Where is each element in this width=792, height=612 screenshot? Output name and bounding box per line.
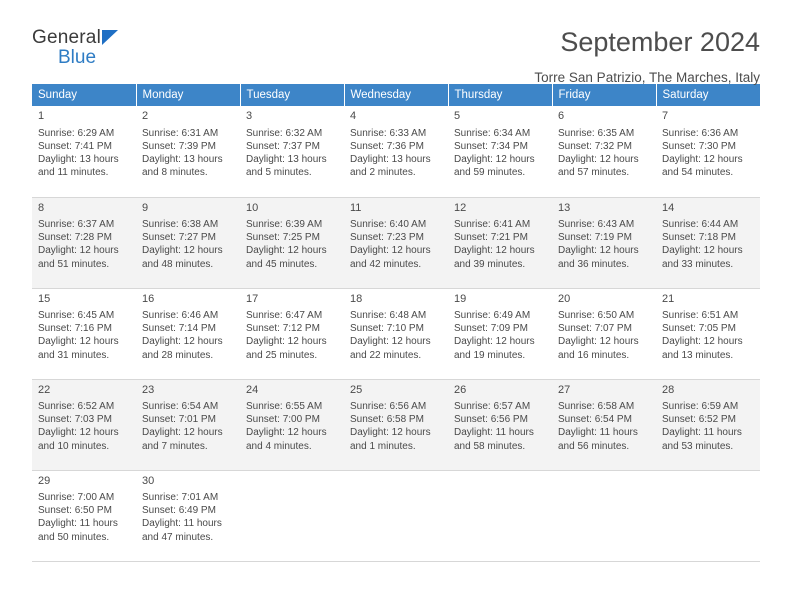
sunrise-text: Sunrise: 6:29 AM [38,127,115,139]
calendar-day-cell[interactable] [32,288,136,379]
day-number: 2 [142,110,149,122]
sunset-text: Sunset: 7:41 PM [38,140,112,152]
calendar-day-cell[interactable] [552,379,656,470]
day-number: 6 [558,110,565,122]
daylight-text: Daylight: 12 hours [38,245,119,257]
calendar-day-cell[interactable] [344,288,448,379]
sunrise-text: Sunrise: 6:59 AM [662,401,739,413]
sunrise-text: Sunrise: 7:01 AM [142,492,219,504]
sunset-text: Sunset: 7:10 PM [350,323,424,335]
daylight-text: Daylight: 12 hours [142,336,223,348]
daylight-text: Daylight: 12 hours [142,427,223,439]
sunset-text: Sunset: 7:37 PM [246,140,320,152]
calendar-day-cell[interactable] [240,197,344,288]
sunset-text: Sunset: 7:18 PM [662,232,736,244]
daylight-text: and 42 minutes. [350,258,422,270]
sunrise-text: Sunrise: 6:34 AM [454,127,531,139]
sunrise-text: Sunrise: 6:57 AM [454,401,531,413]
sunrise-text: Sunrise: 6:40 AM [350,219,427,231]
daylight-text: Daylight: 11 hours [454,427,534,439]
sunrise-text: Sunrise: 6:51 AM [662,310,739,322]
day-number: 23 [142,383,155,396]
daylight-text: and 39 minutes. [454,258,526,270]
daylight-text: Daylight: 12 hours [246,245,327,257]
calendar-table [32,84,760,562]
sunrise-text: Sunrise: 6:43 AM [558,219,635,231]
sunset-text: Sunset: 7:12 PM [246,323,320,335]
daylight-text: Daylight: 11 hours [142,518,222,530]
daylight-text: Daylight: 12 hours [246,336,327,348]
title-block [534,28,760,85]
daylight-text: and 33 minutes. [662,258,734,270]
calendar-day-cell[interactable] [32,379,136,470]
daylight-text: Daylight: 11 hours [662,427,742,439]
sunrise-text: Sunrise: 6:55 AM [246,401,323,413]
daylight-text: and 47 minutes. [142,531,214,543]
sunrise-text: Sunrise: 6:54 AM [142,401,219,413]
daylight-text: Daylight: 12 hours [558,336,639,348]
daylight-text: Daylight: 12 hours [662,336,743,348]
sunset-text: Sunset: 7:28 PM [38,232,112,244]
daylight-text: and 2 minutes. [350,167,416,179]
sunset-text: Sunset: 7:01 PM [142,414,216,426]
calendar-header-row [32,84,760,106]
daylight-text: Daylight: 12 hours [142,245,223,257]
day-number: 14 [662,201,675,214]
day-number: 28 [662,383,675,396]
sunrise-text: Sunrise: 6:58 AM [558,401,635,413]
day-number: 27 [558,383,571,396]
calendar-body [32,106,760,561]
page-title: September 2024 [560,27,760,57]
calendar-day-cell[interactable] [448,379,552,470]
day-number: 3 [246,110,253,122]
logo-text-general: General [32,27,101,48]
calendar-day-cell[interactable] [656,197,760,288]
sunrise-text: Sunrise: 7:00 AM [38,492,115,504]
daylight-text: and 59 minutes. [454,167,526,179]
daylight-text: and 36 minutes. [558,258,630,270]
daylight-text: and 25 minutes. [246,349,318,361]
sunset-text: Sunset: 7:25 PM [246,232,320,244]
calendar-day-cell[interactable] [240,379,344,470]
day-number: 11 [350,201,362,214]
sunset-text: Sunset: 7:27 PM [142,232,216,244]
sunset-text: Sunset: 7:00 PM [246,414,320,426]
daylight-text: and 48 minutes. [142,258,214,270]
calendar-day-cell[interactable] [552,288,656,379]
daylight-text: Daylight: 12 hours [38,336,119,348]
sunset-text: Sunset: 6:54 PM [558,414,632,426]
sunrise-text: Sunrise: 6:56 AM [350,401,427,413]
calendar-cell-empty [656,470,760,561]
daylight-text: and 58 minutes. [454,440,526,452]
weekday-header-monday: Monday [136,84,240,106]
calendar-day-cell[interactable] [552,197,656,288]
sunset-text: Sunset: 6:56 PM [454,414,528,426]
page-header [32,0,760,85]
sunset-text: Sunset: 7:34 PM [454,140,528,152]
day-number: 1 [38,110,45,122]
calendar-day-cell[interactable] [552,106,656,197]
sunset-text: Sunset: 7:16 PM [38,323,112,335]
sunrise-text: Sunrise: 6:49 AM [454,310,531,322]
day-number: 21 [662,292,675,305]
daylight-text: and 1 minutes. [350,440,416,452]
daylight-text: Daylight: 12 hours [558,245,639,257]
calendar-day-cell[interactable] [136,379,240,470]
logo-text-blue: Blue [58,47,97,68]
day-number: 4 [350,110,357,122]
day-number: 30 [142,474,155,487]
weekday-header-thursday: Thursday [448,84,552,106]
calendar-day-cell[interactable] [136,106,240,197]
calendar-week-row [32,197,760,288]
daylight-text: Daylight: 13 hours [246,153,327,165]
daylight-text: and 31 minutes. [38,349,110,361]
weekday-header-friday: Friday [552,84,656,106]
sunset-text: Sunset: 7:39 PM [142,140,216,152]
sunrise-text: Sunrise: 6:47 AM [246,310,323,322]
daylight-text: Daylight: 11 hours [558,427,638,439]
logo [32,28,118,67]
daylight-text: and 19 minutes. [454,349,526,361]
day-number: 25 [350,383,363,396]
calendar-cell-empty [448,470,552,561]
daylight-text: and 57 minutes. [558,167,630,179]
calendar-day-cell[interactable] [32,197,136,288]
day-number: 15 [38,292,51,305]
daylight-text: and 45 minutes. [246,258,318,270]
day-number: 20 [558,292,571,305]
page-subtitle: Torre San Patrizio, The Marches, Italy [534,69,760,85]
calendar-week-row [32,106,760,197]
sunrise-text: Sunrise: 6:35 AM [558,127,635,139]
sunrise-text: Sunrise: 6:31 AM [142,127,219,139]
calendar-cell-empty [552,470,656,561]
daylight-text: Daylight: 12 hours [662,153,743,165]
calendar-week-row [32,379,760,470]
calendar-day-cell[interactable] [656,379,760,470]
daylight-text: Daylight: 12 hours [454,153,535,165]
daylight-text: and 16 minutes. [558,349,630,361]
sunset-text: Sunset: 7:03 PM [38,414,112,426]
flag-icon [102,30,118,45]
calendar-cell-empty [240,470,344,561]
calendar-day-cell[interactable] [32,470,136,561]
daylight-text: Daylight: 12 hours [246,427,327,439]
sunset-text: Sunset: 7:09 PM [454,323,528,335]
day-number: 7 [662,110,669,122]
daylight-text: Daylight: 11 hours [38,518,118,530]
sunset-text: Sunset: 6:50 PM [38,505,112,517]
day-number: 13 [558,201,571,214]
calendar-day-cell[interactable] [448,288,552,379]
calendar-day-cell[interactable] [240,106,344,197]
sunrise-text: Sunrise: 6:46 AM [142,310,219,322]
daylight-text: Daylight: 12 hours [558,153,639,165]
calendar-day-cell[interactable] [240,288,344,379]
day-number: 17 [246,292,259,305]
sunrise-text: Sunrise: 6:38 AM [142,219,219,231]
calendar-cell-empty [344,470,448,561]
day-number: 26 [454,383,467,396]
day-number: 22 [38,383,51,396]
sunset-text: Sunset: 7:05 PM [662,323,736,335]
daylight-text: Daylight: 12 hours [350,245,431,257]
daylight-text: Daylight: 12 hours [662,245,743,257]
sunrise-text: Sunrise: 6:50 AM [558,310,635,322]
day-number: 16 [142,292,155,305]
sunrise-text: Sunrise: 6:52 AM [38,401,115,413]
calendar-day-cell[interactable] [656,106,760,197]
calendar-day-cell[interactable] [136,470,240,561]
day-number: 18 [350,292,363,305]
daylight-text: Daylight: 13 hours [350,153,431,165]
weekday-header-saturday: Saturday [656,84,760,106]
sunset-text: Sunset: 7:30 PM [662,140,736,152]
calendar-day-cell[interactable] [32,106,136,197]
calendar-day-cell[interactable] [448,106,552,197]
sunrise-text: Sunrise: 6:32 AM [246,127,323,139]
daylight-text: Daylight: 12 hours [350,336,431,348]
daylight-text: Daylight: 12 hours [454,245,535,257]
daylight-text: and 50 minutes. [38,531,110,543]
calendar-day-cell[interactable] [136,197,240,288]
daylight-text: and 51 minutes. [38,258,110,270]
calendar-week-row [32,288,760,379]
calendar-day-cell[interactable] [448,197,552,288]
daylight-text: and 4 minutes. [246,440,312,452]
daylight-text: and 54 minutes. [662,167,734,179]
day-number: 5 [454,110,461,122]
daylight-text: and 53 minutes. [662,440,734,452]
daylight-text: and 10 minutes. [38,440,110,452]
sunset-text: Sunset: 7:23 PM [350,232,424,244]
sunset-text: Sunset: 7:32 PM [558,140,632,152]
sunrise-text: Sunrise: 6:39 AM [246,219,323,231]
sunrise-text: Sunrise: 6:45 AM [38,310,115,322]
sunrise-text: Sunrise: 6:44 AM [662,219,739,231]
sunrise-text: Sunrise: 6:36 AM [662,127,739,139]
daylight-text: and 7 minutes. [142,440,208,452]
sunrise-text: Sunrise: 6:41 AM [454,219,531,231]
day-number: 8 [38,201,45,214]
daylight-text: and 11 minutes. [38,167,109,179]
sunrise-text: Sunrise: 6:48 AM [350,310,427,322]
calendar-day-cell[interactable] [656,288,760,379]
daylight-text: Daylight: 13 hours [38,153,119,165]
sunset-text: Sunset: 6:49 PM [142,505,216,517]
day-number: 10 [246,201,259,214]
daylight-text: Daylight: 13 hours [142,153,223,165]
day-number: 19 [454,292,467,305]
daylight-text: and 5 minutes. [246,167,312,179]
sunset-text: Sunset: 6:58 PM [350,414,424,426]
daylight-text: and 56 minutes. [558,440,630,452]
daylight-text: and 13 minutes. [662,349,734,361]
calendar-day-cell[interactable] [344,379,448,470]
day-number: 24 [246,383,259,396]
sunset-text: Sunset: 7:21 PM [454,232,528,244]
weekday-header-tuesday: Tuesday [240,84,344,106]
daylight-text: and 22 minutes. [350,349,422,361]
calendar-day-cell[interactable] [344,197,448,288]
weekday-header-sunday: Sunday [32,84,136,106]
sunset-text: Sunset: 7:19 PM [558,232,632,244]
day-number: 29 [38,474,51,487]
daylight-text: and 8 minutes. [142,167,208,179]
calendar-day-cell[interactable] [136,288,240,379]
daylight-text: Daylight: 12 hours [454,336,535,348]
sunrise-text: Sunrise: 6:37 AM [38,219,115,231]
calendar-day-cell[interactable] [344,106,448,197]
sunset-text: Sunset: 7:36 PM [350,140,424,152]
sunrise-text: Sunrise: 6:33 AM [350,127,427,139]
calendar-week-row [32,470,760,561]
sunset-text: Sunset: 7:07 PM [558,323,632,335]
weekday-header-wednesday: Wednesday [344,84,448,106]
sunset-text: Sunset: 6:52 PM [662,414,736,426]
daylight-text: Daylight: 12 hours [38,427,119,439]
daylight-text: and 28 minutes. [142,349,214,361]
day-number: 9 [142,201,149,214]
day-number: 12 [454,201,467,214]
daylight-text: Daylight: 12 hours [350,427,431,439]
sunset-text: Sunset: 7:14 PM [142,323,216,335]
